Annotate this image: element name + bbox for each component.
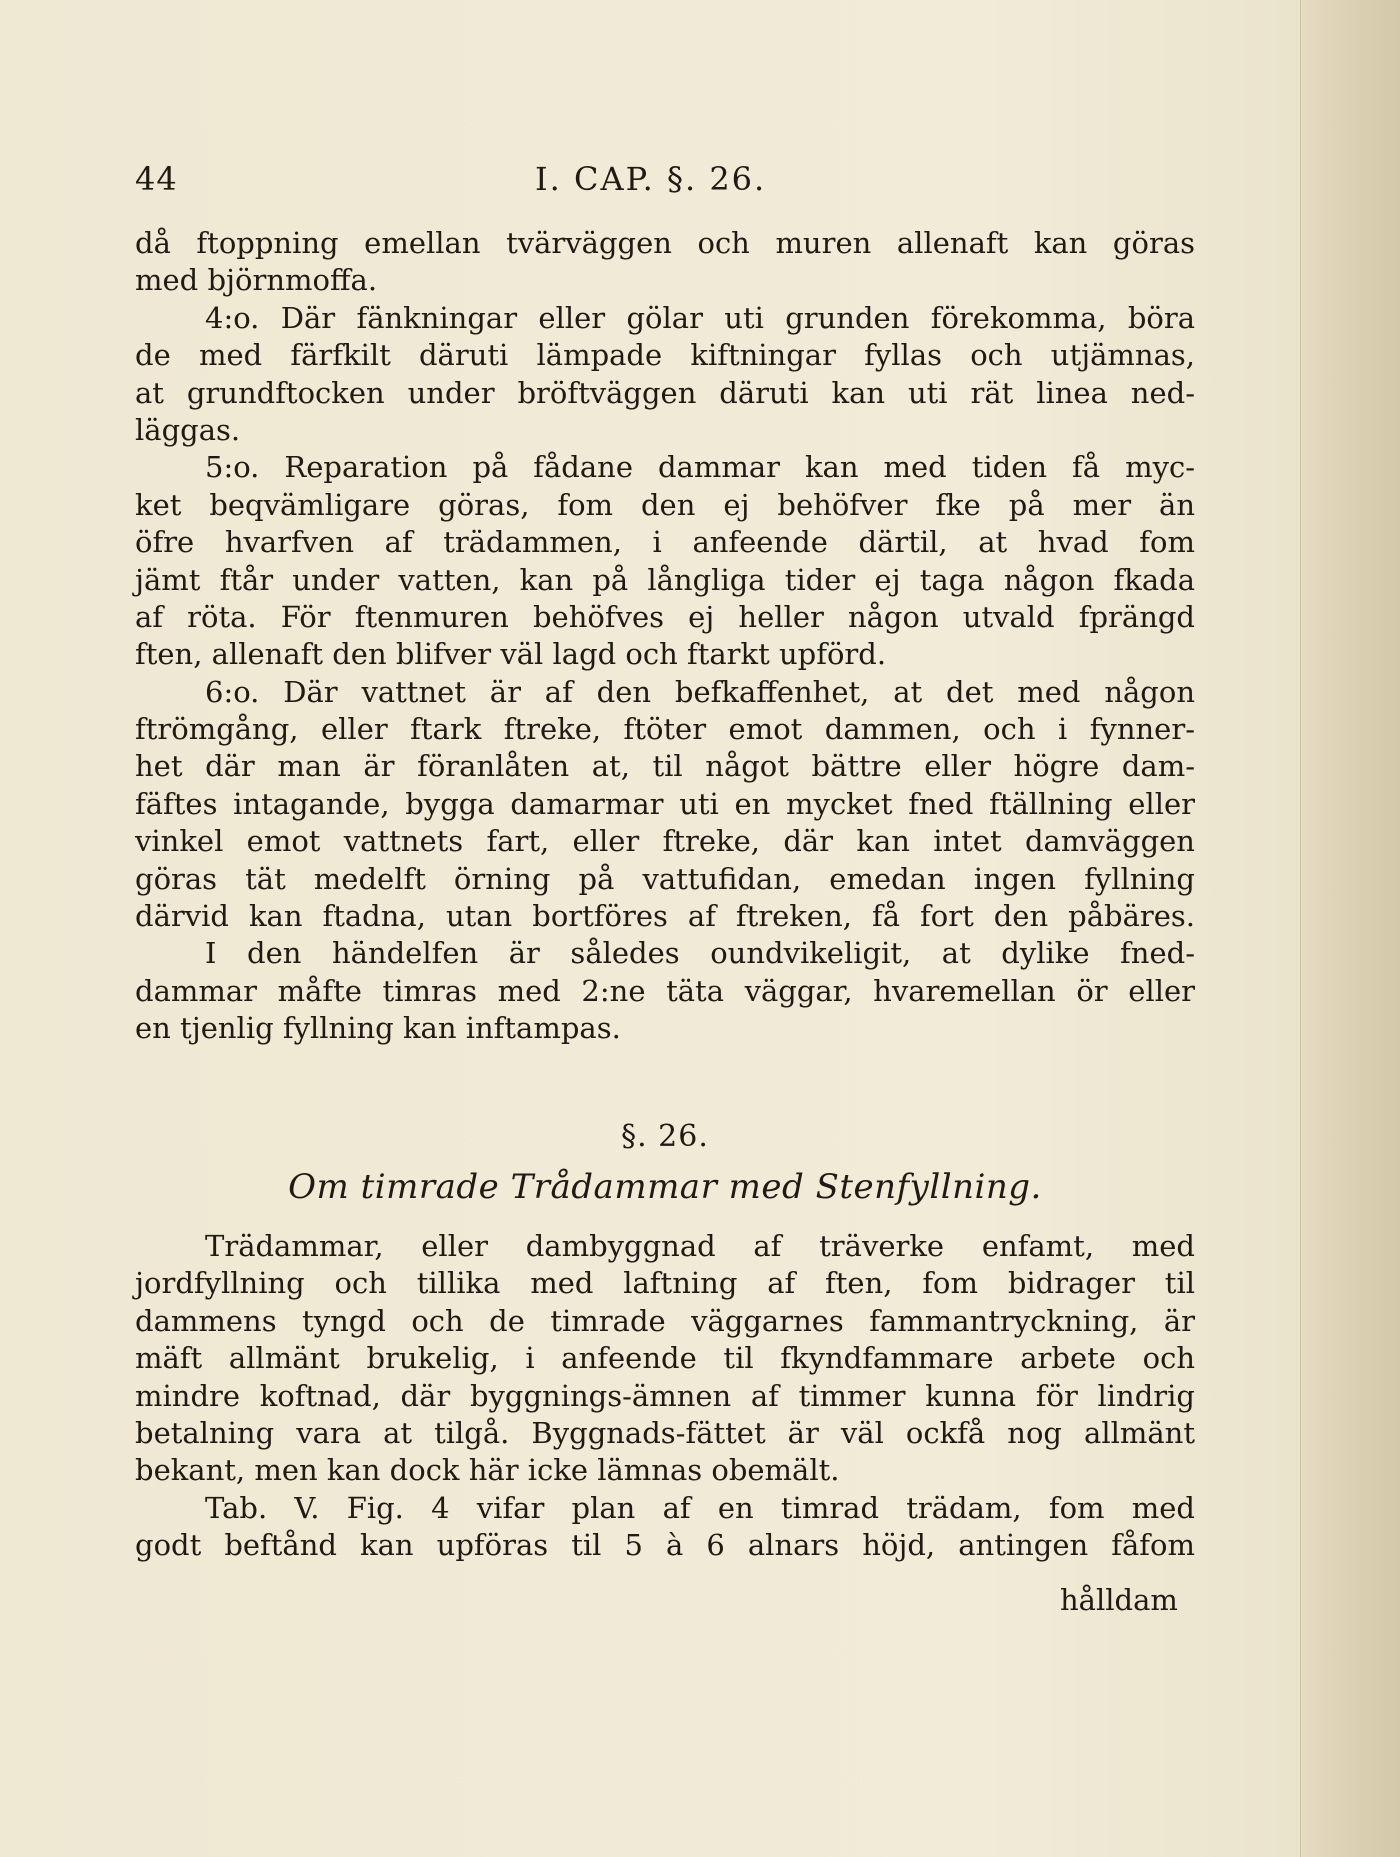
body-text-2 bbox=[135, 1228, 1195, 1565]
text-line: därvid kan ftadna, utan bortföres af ftreken, få fort den påbäres. bbox=[135, 899, 1195, 934]
text-line: dammens tyngd och de timrade väggarnes fammantryckning, är bbox=[135, 1303, 1195, 1338]
text-line: at grundftocken under bröftväggen däruti kan uti rät linea ned- bbox=[135, 375, 1195, 410]
text-line: betalning vara at tilgå. Byggnads-fättet är väl ockfå nog allmänt bbox=[135, 1415, 1195, 1450]
text-line: 6:o. Där vattnet är af den befkaffenhet, at det med någon bbox=[205, 674, 1195, 709]
text-line: mindre koftnad, där byggnings-ämnen af timmer kunna för lindrig bbox=[135, 1378, 1195, 1413]
text-line: jordfyllning och tillika med laftning af ften, fom bidrager til bbox=[135, 1266, 1195, 1301]
text-line: 4:o. Där fänkningar eller gölar uti grunden förekomma, böra bbox=[205, 300, 1195, 335]
text-line: 5:o. Reparation på fådane dammar kan med tiden få myc- bbox=[205, 450, 1195, 485]
page-edge-shadow bbox=[1300, 0, 1400, 1857]
running-head: I. CAP. §. 26. bbox=[535, 160, 767, 198]
text-line: godt beftånd kan upföras til 5 à 6 alnars höjd, antingen fåfom bbox=[135, 1528, 1195, 1563]
text-line: af röta. För ftenmuren behöfves ej heller någon utvald fprängd bbox=[135, 599, 1195, 634]
text-line: fäftes intagande, bygga damarmar uti en mycket fned ftällning eller bbox=[135, 786, 1195, 821]
section-heading: Om timrade Trådammar med Stenfyllning. bbox=[288, 1167, 1042, 1207]
text-line: ftrömgång, eller ftark ftreke, ftöter emot dammen, och i fynner- bbox=[135, 712, 1195, 747]
text-line: göras tät medelft örning på vattufidan, emedan ingen fyllning bbox=[135, 861, 1195, 896]
page-header bbox=[135, 160, 1185, 210]
text-line: öfre hvarfven af trädammen, i anfeende därtil, at hvad fom bbox=[135, 525, 1195, 560]
text-line: ften, allenaft den blifver väl lagd och ftarkt upförd. bbox=[135, 637, 887, 672]
text-line: dammar måfte timras med 2:ne täta väggar, hvaremellan ör eller bbox=[135, 973, 1195, 1008]
text-line: läggas. bbox=[135, 412, 241, 447]
text-line: vinkel emot vattnets fart, eller ftreke, där kan intet damväggen bbox=[135, 824, 1195, 859]
text-line: Trädammar, eller dambyggnad af träverke enfamt, med bbox=[205, 1229, 1195, 1263]
section-title bbox=[135, 1115, 1195, 1215]
text-line: mäft allmänt brukelig, i anfeende til fkyndfammare arbete och bbox=[135, 1341, 1195, 1376]
text-line: då ftoppning emellan tvärväggen och muren allenaft kan göras bbox=[135, 226, 1195, 260]
text-line: jämt ftår under vatten, kan på långliga tider ej taga någon fkada bbox=[135, 562, 1195, 597]
text-line: het där man är föranlåten at, til något bättre eller högre dam- bbox=[135, 749, 1195, 784]
page-number: 44 bbox=[135, 160, 178, 198]
text-line: en tjenlig fyllning kan inftampas. bbox=[135, 1011, 621, 1046]
text-line: ket beqvämligare göras, fom den ej behöfver fke på mer än bbox=[135, 487, 1195, 522]
body-text bbox=[135, 225, 1195, 1048]
text-line: Tab. V. Fig. 4 vifar plan af en timrad trädam, fom med bbox=[205, 1490, 1195, 1525]
text-line: med björnmoffa. bbox=[135, 263, 378, 298]
text-line: bekant, men kan dock här icke lämnas obemält. bbox=[135, 1453, 840, 1488]
text-line: I den händelfen är således oundvikeligit, at dylike fned- bbox=[205, 936, 1195, 971]
catchword: hålldam bbox=[1060, 1583, 1178, 1617]
section-number: §. 26. bbox=[621, 1119, 709, 1154]
text-line: de med färfkilt däruti lämpade kiftningar fyllas och utjämnas, bbox=[135, 338, 1195, 373]
